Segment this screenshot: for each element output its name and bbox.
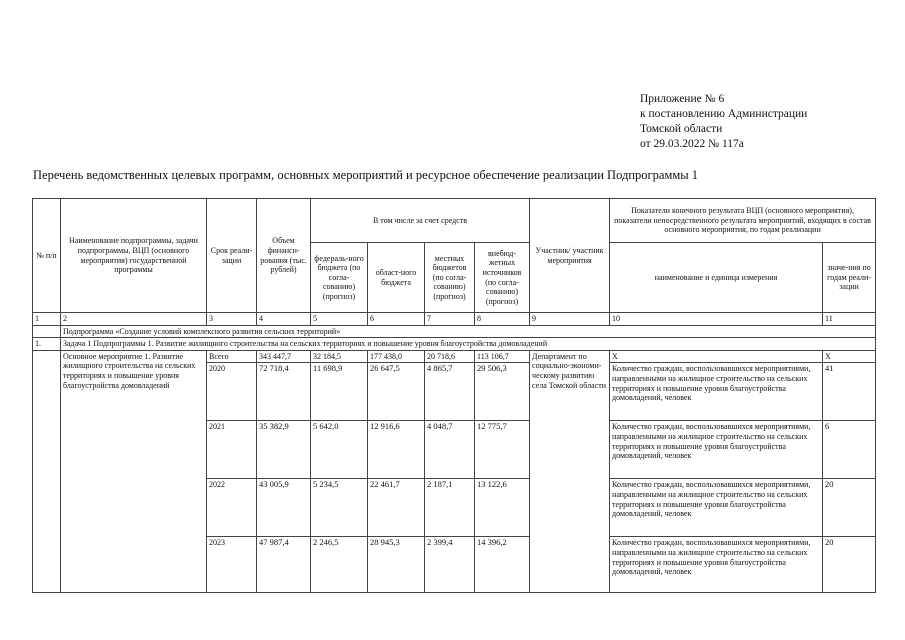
indicator-cell: Количество граждан, воспользовавшихся мероприятиями, направленными на жилищное строительство на сельских территориях и повышение уровня благоустройства домовладений, человек: [610, 537, 823, 593]
local-cell: 4 865,7: [425, 363, 475, 421]
header-participant: Участник/ участник мероприятия: [530, 199, 610, 313]
appendix-line: Томской области: [640, 123, 723, 135]
indicator-cell: Количество граждан, воспользовавшихся мероприятиями, направленными на жилищное строительство на сельских территориях и повышение уровня благоустройства домовладений, человек: [610, 421, 823, 479]
header-num: № п/п: [33, 199, 61, 313]
regional-cell: 28 945,3: [368, 537, 425, 593]
regional-cell: 177 438,0: [368, 350, 425, 363]
local-cell: 4 048,7: [425, 421, 475, 479]
indicator-cell: X: [610, 350, 823, 363]
term-cell: 2023: [207, 537, 257, 593]
indicator-value-cell: 6: [823, 421, 876, 479]
header-indicator-name: наименование и единица измерения: [610, 243, 823, 313]
measure-total-row: [33, 350, 876, 363]
column-number: 10: [610, 313, 823, 326]
header-federal: федераль-ного бюджета (по согла-сованию) (прогноз): [311, 243, 368, 313]
indicator-cell: Количество граждан, воспользовавшихся мероприятиями, направленными на жилищное строительство на сельских территориях и повышение уровня благоустройства домовладений, человек: [610, 479, 823, 537]
extra-cell: 113 106,7: [475, 350, 530, 363]
column-number: 5: [311, 313, 368, 326]
local-cell: 2 187,1: [425, 479, 475, 537]
column-number: 9: [530, 313, 610, 326]
subprogram-row: [33, 325, 876, 338]
subprogram-num-cell: [33, 325, 61, 338]
local-cell: 2 399,4: [425, 537, 475, 593]
federal-cell: 5 642,0: [311, 421, 368, 479]
header-including: В том числе за счет средств: [311, 199, 530, 243]
volume-cell: 72 718,4: [257, 363, 311, 421]
indicator-value-cell: 41: [823, 363, 876, 421]
regional-cell: 22 461,7: [368, 479, 425, 537]
header-row: [33, 199, 876, 243]
appendix-line: к постановлению Администрации: [640, 108, 808, 120]
column-number-row: [33, 313, 876, 326]
task-num: 1.: [33, 338, 61, 351]
volume-cell: 35 382,9: [257, 421, 311, 479]
extra-cell: 12 775,7: [475, 421, 530, 479]
column-number: 2: [61, 313, 207, 326]
federal-cell: 32 184,5: [311, 350, 368, 363]
volume-cell: 343 447,7: [257, 350, 311, 363]
participant-cell: Департамент по социально-экономи-ческому развитию села Томской области: [530, 350, 610, 593]
appendix-line: Приложение № 6: [640, 93, 725, 105]
extra-cell: 29 506,3: [475, 363, 530, 421]
header-volume: Объем финанси-рования (тыс. рублей): [257, 199, 311, 313]
column-number: 3: [207, 313, 257, 326]
header-name: Наименование подпрограммы, задачи подпрограммы, ВЦП (основного мероприятия) государственной программы: [61, 199, 207, 313]
column-number: 1: [33, 313, 61, 326]
header-regional: област-ного бюджета: [368, 243, 425, 313]
regional-cell: 12 916,6: [368, 421, 425, 479]
header-local: местных бюджетов (по согла-сованию) (прогноз): [425, 243, 475, 313]
header-indicator-value: значе-ния по годам реали-зации: [823, 243, 876, 313]
extra-cell: 13 122,6: [475, 479, 530, 537]
indicator-value-cell: 20: [823, 537, 876, 593]
extra-cell: 14 396,2: [475, 537, 530, 593]
column-number: 7: [425, 313, 475, 326]
term-cell: 2021: [207, 421, 257, 479]
header-term: Срок реали-зации: [207, 199, 257, 313]
indicator-value-cell: X: [823, 350, 876, 363]
measure-name: Основное мероприятие 1. Развитие жилищного строительства на сельских территориях и повышение уровня благоустройства домовладений: [61, 350, 207, 593]
local-cell: 20 718,6: [425, 350, 475, 363]
federal-cell: 5 234,5: [311, 479, 368, 537]
column-number: 8: [475, 313, 530, 326]
measure-num-cell: [33, 350, 61, 593]
term-cell: 2020: [207, 363, 257, 421]
appendix-header: [640, 92, 807, 152]
header-extra: внебюд-жетных источников (по согла-сованию) (прогноз): [475, 243, 530, 313]
indicator-value-cell: 20: [823, 479, 876, 537]
subprogram-title: Подпрограмма «Создание условий комплексного развития сельских территорий»: [61, 325, 876, 338]
volume-cell: 47 987,4: [257, 537, 311, 593]
term-cell: Всего: [207, 350, 257, 363]
column-number: 6: [368, 313, 425, 326]
task-title: Задача 1 Подпрограммы 1. Развитие жилищного строительства на сельских территориях и повышение уровня благоустройства домовладений: [61, 338, 876, 351]
federal-cell: 11 698,9: [311, 363, 368, 421]
program-table: [32, 198, 876, 593]
task-row: [33, 338, 876, 351]
document-title: Перечень ведомственных целевых программ, основных мероприятий и ресурсное обеспечение реализации Подпрограммы 1: [33, 168, 699, 182]
column-number: 4: [257, 313, 311, 326]
column-number: 11: [823, 313, 876, 326]
appendix-line: от 29.03.2022 № 117а: [640, 138, 744, 150]
federal-cell: 2 246,5: [311, 537, 368, 593]
volume-cell: 43 005,9: [257, 479, 311, 537]
header-indicators: Показатели конечного результата ВЦП (основного мероприятия), показатели непосредственного результата мероприятий, входящих в состав основного мероприятия, по годам реализации: [610, 199, 876, 243]
indicator-cell: Количество граждан, воспользовавшихся мероприятиями, направленными на жилищное строительство на сельских территориях и повышение уровня благоустройства домовладений, человек: [610, 363, 823, 421]
regional-cell: 26 647,5: [368, 363, 425, 421]
term-cell: 2022: [207, 479, 257, 537]
